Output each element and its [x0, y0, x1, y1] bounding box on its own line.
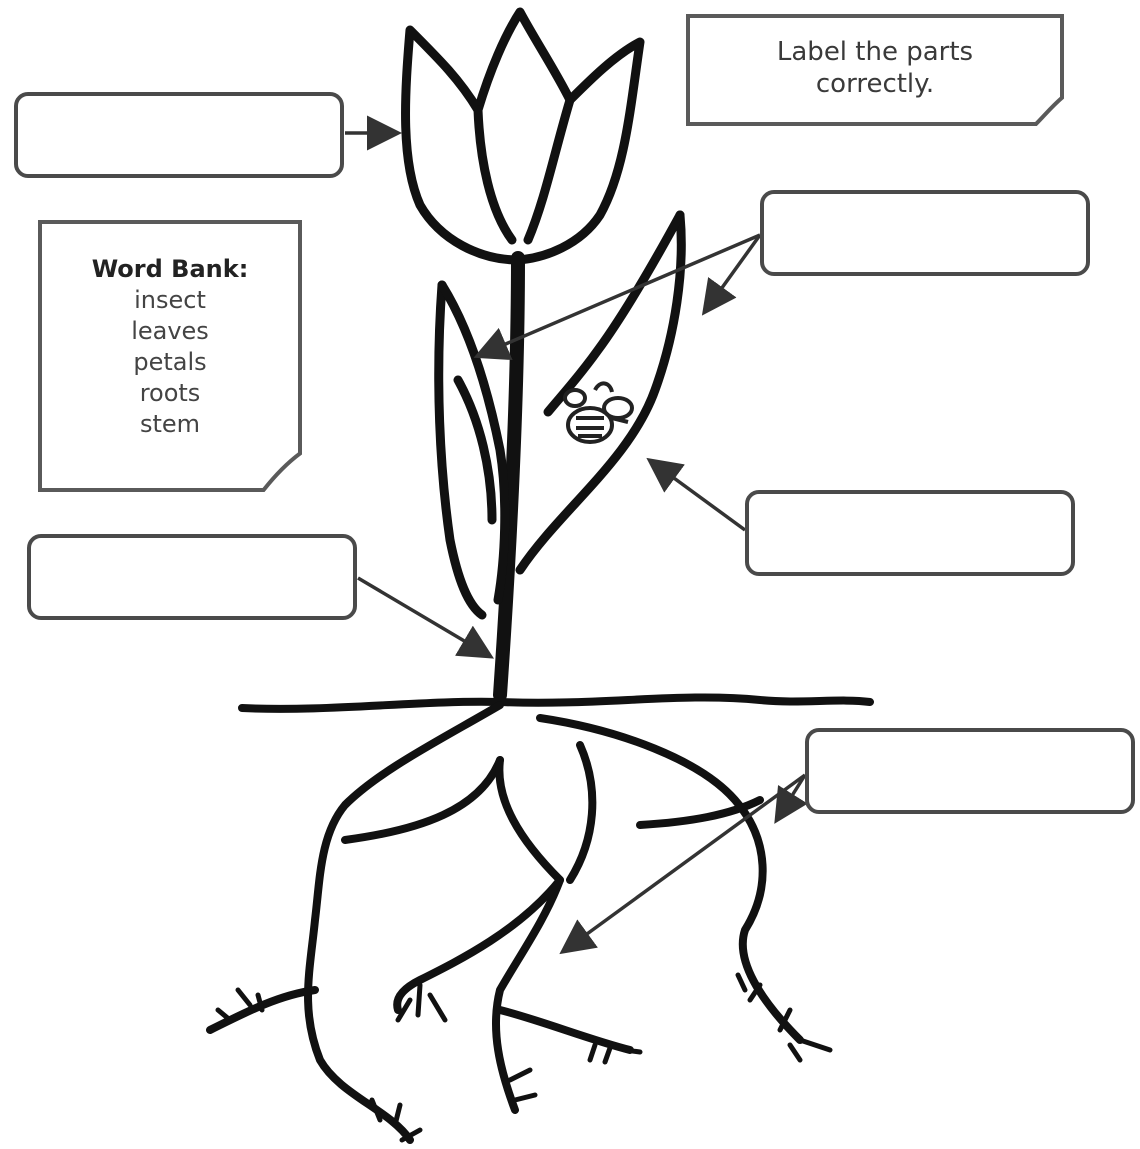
ground-line: [242, 697, 870, 708]
page-curl-icon: [262, 452, 302, 492]
insect: [565, 383, 632, 442]
word-bank-item: petals: [133, 348, 207, 376]
word-bank-item: leaves: [131, 317, 209, 345]
left-leaf: [439, 285, 505, 615]
instruction-line-1: Label the parts: [776, 37, 974, 67]
instruction-note: [686, 14, 1064, 126]
roots: [210, 705, 800, 1140]
tulip-flower: [406, 12, 640, 260]
answer-box-roots[interactable]: [805, 728, 1135, 814]
answer-box-leaves[interactable]: [760, 190, 1090, 276]
word-bank-title: Word Bank:: [91, 255, 249, 283]
arrow-to-root-a: [565, 775, 805, 950]
answer-box-insect[interactable]: [745, 490, 1075, 576]
right-leaf: [520, 215, 681, 570]
answer-box-stem[interactable]: [27, 534, 357, 620]
word-bank-item: stem: [139, 410, 201, 438]
answer-box-flower[interactable]: [14, 92, 344, 178]
arrow-to-insect: [652, 462, 745, 530]
word-bank-item: insect: [134, 286, 206, 314]
arrow-to-root-b: [778, 775, 805, 818]
instruction-line-2: correctly.: [815, 69, 935, 99]
word-bank-item: roots: [139, 379, 201, 407]
page-curl-icon: [1034, 96, 1064, 126]
word-bank-note: [38, 220, 302, 492]
